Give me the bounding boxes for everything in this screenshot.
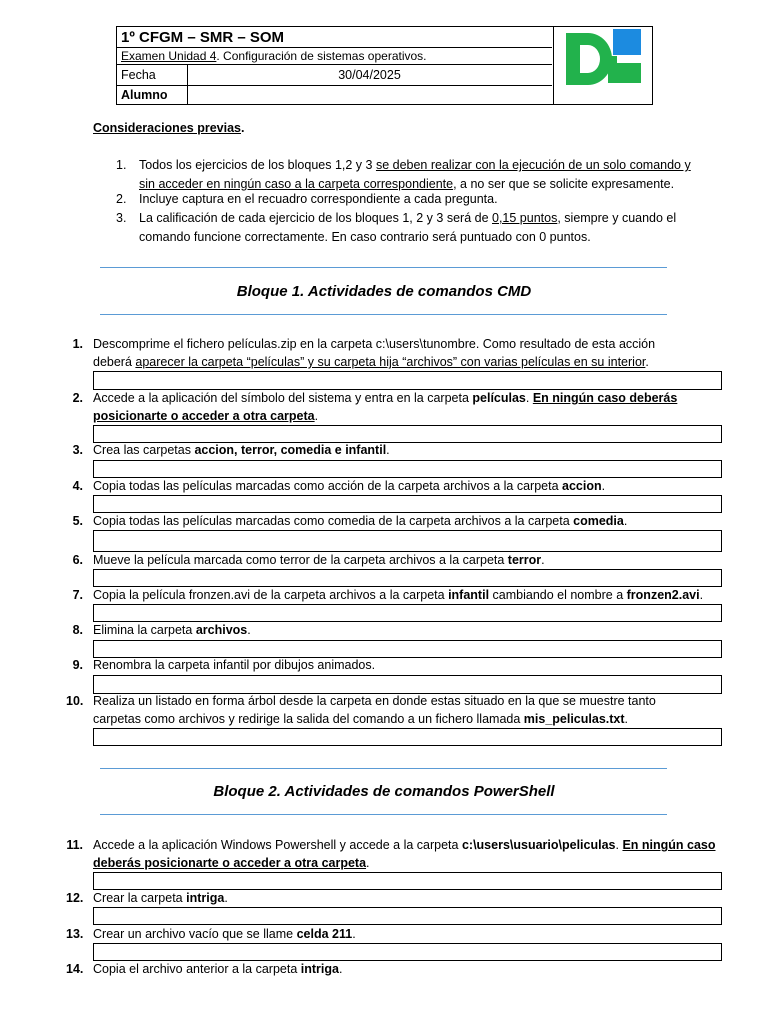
considerations-title-suffix: . — [240, 121, 245, 135]
block1-title: Bloque 1. Actividades de comandos CMD — [236, 283, 532, 300]
question-text: . — [645, 355, 649, 369]
student-label: Alumno — [121, 88, 168, 102]
question-text: Renombra la carpeta infantil por dibujos animados. — [93, 658, 376, 672]
question-bold: comedia — [573, 514, 624, 528]
divider — [100, 768, 667, 769]
course-row — [117, 27, 552, 48]
question-text: . — [352, 927, 356, 941]
answer-box-7[interactable] — [93, 604, 722, 622]
answer-box-13[interactable] — [93, 943, 722, 961]
considerations-heading — [93, 121, 244, 135]
question-emphasis: aparecer la carpeta “películas” y su carpeta hija “archivos” con varias películas en su interior — [135, 355, 646, 369]
student-row — [117, 86, 552, 104]
block2-title: Bloque 2. Actividades de comandos PowerShell — [213, 783, 555, 800]
question-number: 6. — [72, 553, 83, 567]
answer-box-10[interactable] — [93, 728, 722, 746]
date-row — [117, 65, 552, 86]
question-text: . — [699, 588, 704, 602]
question-text: carpetas como archivos y redirige la salida del comando a un fichero llamada — [93, 712, 524, 726]
divider — [100, 314, 667, 315]
question-emphasis: En ningún caso — [622, 838, 716, 852]
question-text: . — [541, 553, 545, 567]
question-text: cambiando el nombre a — [489, 588, 627, 602]
date-label: Fecha — [121, 68, 156, 82]
school-logo — [553, 27, 653, 104]
consideration-number: 2. — [116, 192, 127, 206]
question-bold: terror — [507, 553, 542, 567]
question-number: 10. — [66, 694, 84, 708]
question-text: . — [525, 391, 533, 405]
question-emphasis: deberás posicionarte o acceder a otra carpeta — [93, 856, 367, 870]
question-text: Crea las carpetas — [93, 443, 195, 457]
question-bold: mis_peliculas.txt — [523, 712, 625, 726]
question-bold: fronzen2.avi — [626, 588, 700, 602]
answer-box-11[interactable] — [93, 872, 722, 890]
question-text: Copia el archivo anterior a la carpeta — [93, 962, 301, 976]
question-number: 9. — [72, 658, 83, 672]
exam-subject: . Configuración de sistemas operativos. — [216, 49, 427, 63]
question-text: Realiza un listado en forma árbol desde la carpeta en donde estas situado en la que se muestre tanto — [93, 694, 656, 708]
student-field[interactable] — [187, 86, 552, 104]
consideration-item — [116, 209, 716, 247]
question-number: 7. — [72, 588, 83, 602]
question-text: . — [623, 514, 628, 528]
question-bold: intriga — [300, 962, 339, 976]
question-text: . — [624, 712, 629, 726]
question-number: 4. — [72, 479, 83, 493]
consideration-emphasis: se deben realizar con la ejecución de un solo comando y — [375, 158, 691, 172]
question-text: Copia todas las películas marcadas como acción de la carpeta archivos a la carpeta — [93, 479, 563, 493]
consideration-item — [116, 156, 716, 194]
question-text: . — [224, 891, 228, 905]
exam-row — [117, 48, 552, 65]
question-text: . — [601, 479, 606, 493]
question-text: deberá — [93, 355, 136, 369]
question-bold: intriga — [186, 891, 225, 905]
logo-icon — [554, 27, 654, 104]
question-text: . — [314, 409, 319, 423]
question-bold: archivos — [195, 623, 248, 637]
question-emphasis: posicionarte o acceder a otra carpeta — [93, 409, 315, 423]
question-bold: accion — [562, 479, 602, 493]
consideration-text: comando funcione correctamente. En caso contrario será puntuado con 0 puntos. — [139, 230, 591, 244]
question-text: Copia todas las películas marcadas como comedia de la carpeta archivos a la carpeta — [93, 514, 574, 528]
date-value: 30/04/2025 — [338, 68, 401, 82]
question-emphasis: En ningún caso deberás — [532, 391, 678, 405]
divider — [100, 267, 667, 268]
answer-box-5[interactable] — [93, 530, 722, 552]
exam-title — [117, 48, 552, 64]
consideration-text: , siempre y cuando el — [557, 211, 677, 225]
consideration-text: , a no ser que se solicite expresamente. — [453, 177, 675, 191]
course-title: 1º CFGM – SMR – SOM — [121, 28, 285, 46]
question-bold: celda 211 — [296, 927, 353, 941]
question-text: Accede a la aplicación del símbolo del sistema y entra en la carpeta — [93, 391, 473, 405]
question-number: 8. — [72, 623, 83, 637]
consideration-text: La calificación de cada ejercicio de los bloques 1, 2 y 3 será de — [139, 211, 492, 225]
question-number: 11. — [66, 838, 83, 852]
answer-box-1[interactable] — [93, 371, 722, 390]
consideration-emphasis: 0,15 puntos — [492, 211, 558, 225]
question-text: . — [366, 856, 370, 870]
consideration-number: 3. — [116, 211, 127, 225]
question-number: 14. — [66, 962, 84, 976]
question-bold: películas — [472, 391, 526, 405]
question-text: Elimina la carpeta — [93, 623, 196, 637]
considerations-title: Consideraciones previas — [93, 121, 241, 135]
question-text: . — [247, 623, 251, 637]
question-text: Copia la película fronzen.avi de la carpeta archivos a la carpeta — [93, 588, 449, 602]
question-text: . — [338, 962, 343, 976]
question-number: 3. — [72, 443, 83, 457]
exam-header-table — [116, 26, 653, 105]
question-text: Crear la carpeta — [93, 891, 187, 905]
question-text: Accede a la aplicación Windows Powershell y accede a la carpeta — [93, 838, 462, 852]
answer-box-3[interactable] — [93, 460, 722, 478]
question-number: 13. — [66, 927, 84, 941]
consideration-emphasis: sin acceder en ningún caso a la carpeta correspondiente — [139, 177, 454, 191]
question-text: Mueve la película marcada como terror de la carpeta archivos a la carpeta — [93, 553, 508, 567]
question-bold: c:\users\usuario\peliculas — [461, 838, 616, 852]
question-bold: infantil — [448, 588, 490, 602]
divider — [100, 814, 667, 815]
answer-box-4[interactable] — [93, 495, 722, 513]
question-text: Crear un archivo vacío que se llame — [93, 927, 297, 941]
exam-unit: Examen Unidad 4 — [121, 49, 217, 63]
question-bold: accion, terror, comedia e infantil — [194, 443, 387, 457]
question-number: 2. — [72, 391, 83, 405]
question-number: 5. — [72, 514, 83, 528]
consideration-text: Incluye captura en el recuadro correspondiente a cada pregunta. — [139, 192, 498, 206]
question-number: 1. — [72, 337, 83, 351]
question-text: Descomprime el fichero películas.zip en la carpeta c:\users\tunombre. Como resultado de esta acción — [93, 337, 656, 351]
question-number: 12. — [66, 891, 84, 905]
consideration-text: Todos los ejercicios de los bloques 1,2 y 3 — [139, 158, 376, 172]
consideration-number: 1. — [116, 158, 127, 172]
question-text: . — [386, 443, 390, 457]
question-text: . — [615, 838, 623, 852]
answer-box-12[interactable] — [93, 907, 722, 925]
answer-box-6[interactable] — [93, 569, 722, 587]
